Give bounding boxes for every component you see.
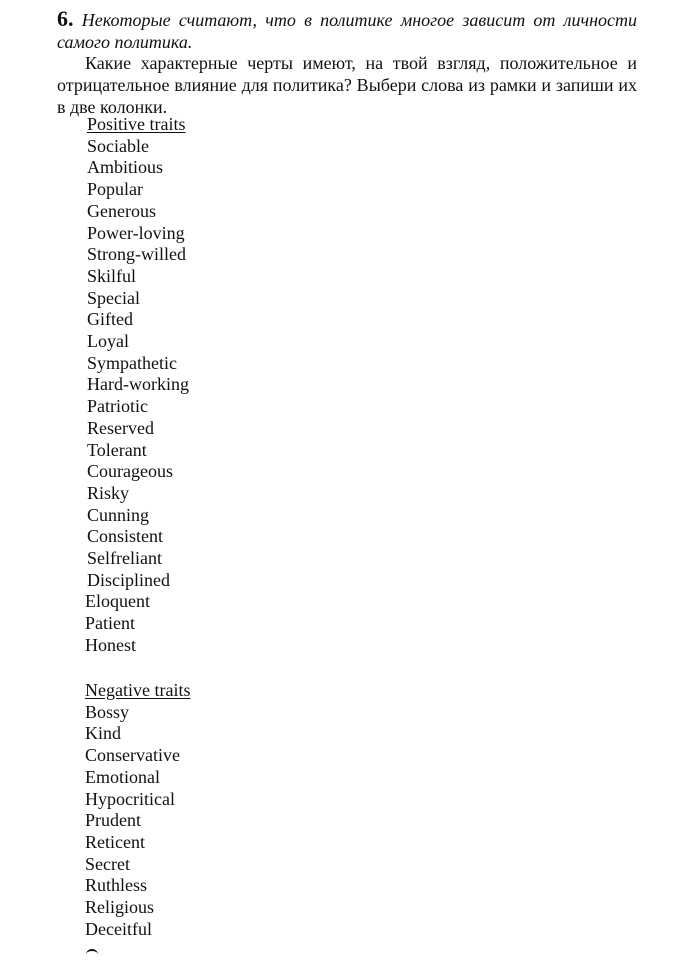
negative-traits-list [0,680,190,940]
list-item: Emotional [85,766,160,787]
task-number: 6. [57,6,74,31]
section-title: Negative traits [85,680,191,700]
positive-traits-list [0,114,189,657]
negative-traits-title [0,680,190,702]
list-item: Loyal [87,331,129,352]
list-item: Hard-working [87,374,189,395]
list-item: Prudent [85,810,141,831]
list-item: Honest [85,634,136,655]
list-item: Selfreliant [87,548,162,569]
list-item: Patient [85,613,135,634]
task-intro: Некоторые считают, что в политике многое зависит от личности самого политика. [57,10,638,52]
list-item: Eloquent [85,591,150,612]
list-item: Courageous [87,461,173,482]
list-item: Tolerant [87,439,147,460]
list-item: Consistent [87,526,164,547]
list-item: Disciplined [87,569,170,590]
list-item: Reserved [87,417,154,438]
task-instructions: Какие характерные черты имеют, на твой взгляд, положительное и отрицательное влияние для политика? Выбери слова из рамки и запиши их в две колонки. [57,53,637,117]
list-item: Popular [87,179,143,200]
list-item: Patriotic [87,396,148,417]
list-item: Risky [87,482,130,503]
list-item: Conservative [85,745,180,766]
section-title: Positive traits [87,114,186,134]
list-item: Secret [85,853,130,874]
list-item: Kind [85,723,121,744]
list-item: Sympathetic [87,352,177,373]
list-item: Special [87,287,140,308]
cut-off-text-fragment [86,949,98,960]
list-item: Hypocritical [85,788,175,809]
list-item: Power-loving [87,222,185,243]
positive-traits-title [0,114,189,136]
task-header [57,8,637,53]
list-item: Religious [85,897,155,918]
list-item: Deceitful [85,918,152,939]
list-item: Ambitious [87,157,164,178]
list-item: Strong-willed [87,244,186,265]
list-item: Skilful [87,265,137,286]
list-item: Reticent [85,831,145,852]
list-item: Ruthless [85,875,148,896]
list-item: Sociable [87,135,149,156]
list-item: Generous [87,200,156,221]
list-item: Bossy [85,701,130,722]
list-item: Cunning [87,504,150,525]
list-item: Gifted [87,309,133,330]
